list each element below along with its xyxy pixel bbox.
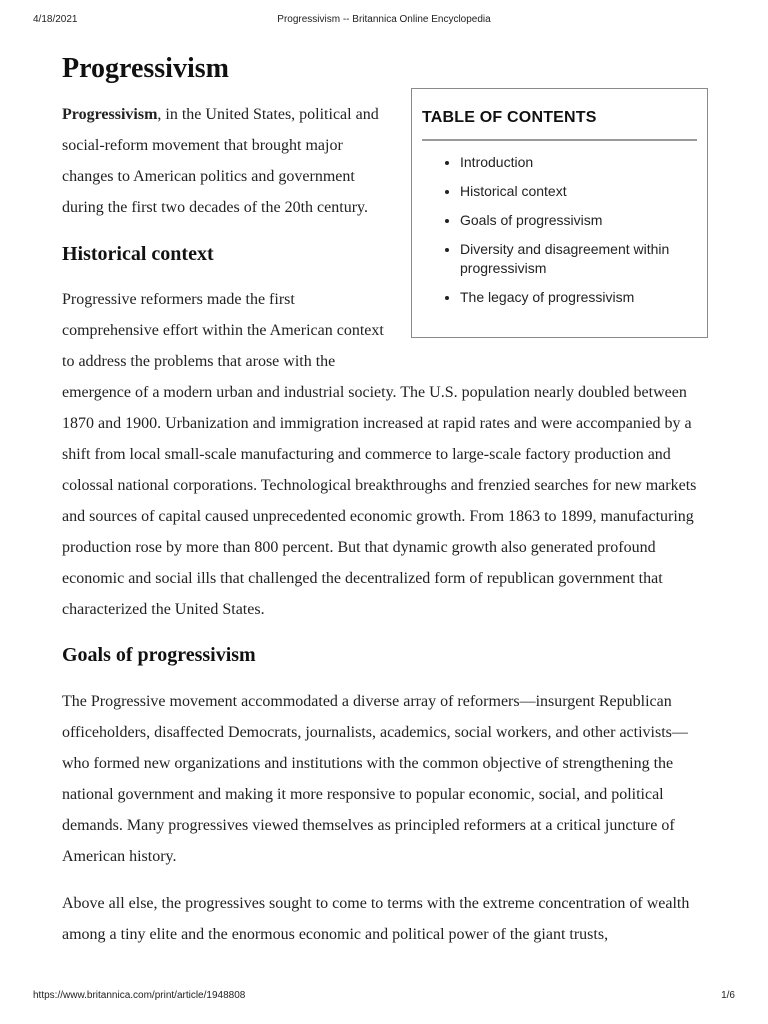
print-footer [0,990,768,1006]
page-number: 1/6 [721,990,735,1001]
toc-item-historical-context[interactable]: • Historical context [460,182,697,201]
toc-list [422,153,697,307]
print-url[interactable]: https://www.britannica.com/print/article/1948808 [33,990,246,1001]
print-date: 4/18/2021 [33,14,78,25]
toc-item-diversity[interactable]: • Diversity and disagreement within progressivism [460,240,697,278]
intro-text: , in the United States, political and social-reform movement that brought major changes to American politics and government during the first two decades of the 20th century. [62,106,379,216]
print-header [0,14,768,30]
table-of-contents [411,88,708,338]
section-heading-historical-context: Historical context [62,243,214,265]
toc-item-legacy[interactable]: • The legacy of progressivism [460,288,697,307]
paragraph-goals-1: The Progressive movement accommodated a diverse array of reformers—insurgent Republican officeholders, disaffected Democrats, journalists, academics, social workers, and other activists—who formed new organizations and institutions with the common objective of strengthening the national government and making it more responsive to popular economic, social, and political demands. Many progressives viewed themselves as principled reformers at a critical juncture of American history. [62,693,688,865]
intro-term: Progressivism [62,106,158,123]
article-title: Progressivism [62,53,229,84]
paragraph-goals-2: Above all else, the progressives sought to come to terms with the extreme concentration of wealth among a tiny elite and the enormous economic and political power of the giant trusts, [62,895,690,943]
article [62,50,708,950]
section-heading-goals: Goals of progressivism [62,644,256,666]
toc-item-goals[interactable]: • Goals of progressivism [460,211,697,230]
toc-item-introduction[interactable]: • Introduction [460,153,697,172]
print-page-title: Progressivism -- Britannica Online Encyclopedia [277,14,491,25]
toc-title: TABLE OF CONTENTS [422,105,697,141]
paragraph-historical-context: Progressive reformers made the first comprehensive effort within the American context to address the problems that arose with the emergence of a modern urban and industrial society. The U.S. population nearly doubled between 1870 and 1900. Urbanization and immigration increased at rapid rates and were accompanied by a shift from local small-scale manufacturing and commerce to large-scale factory production and colossal national corporations. Technological breakthroughs and frenzied searches for new markets and sources of capital caused unprecedented economic growth. From 1863 to 1899, manufacturing production rose by more than 800 percent. But that dynamic growth also generated profound economic and social ills that challenged the decentralized form of republican government that characterized the United States. [62,291,697,618]
